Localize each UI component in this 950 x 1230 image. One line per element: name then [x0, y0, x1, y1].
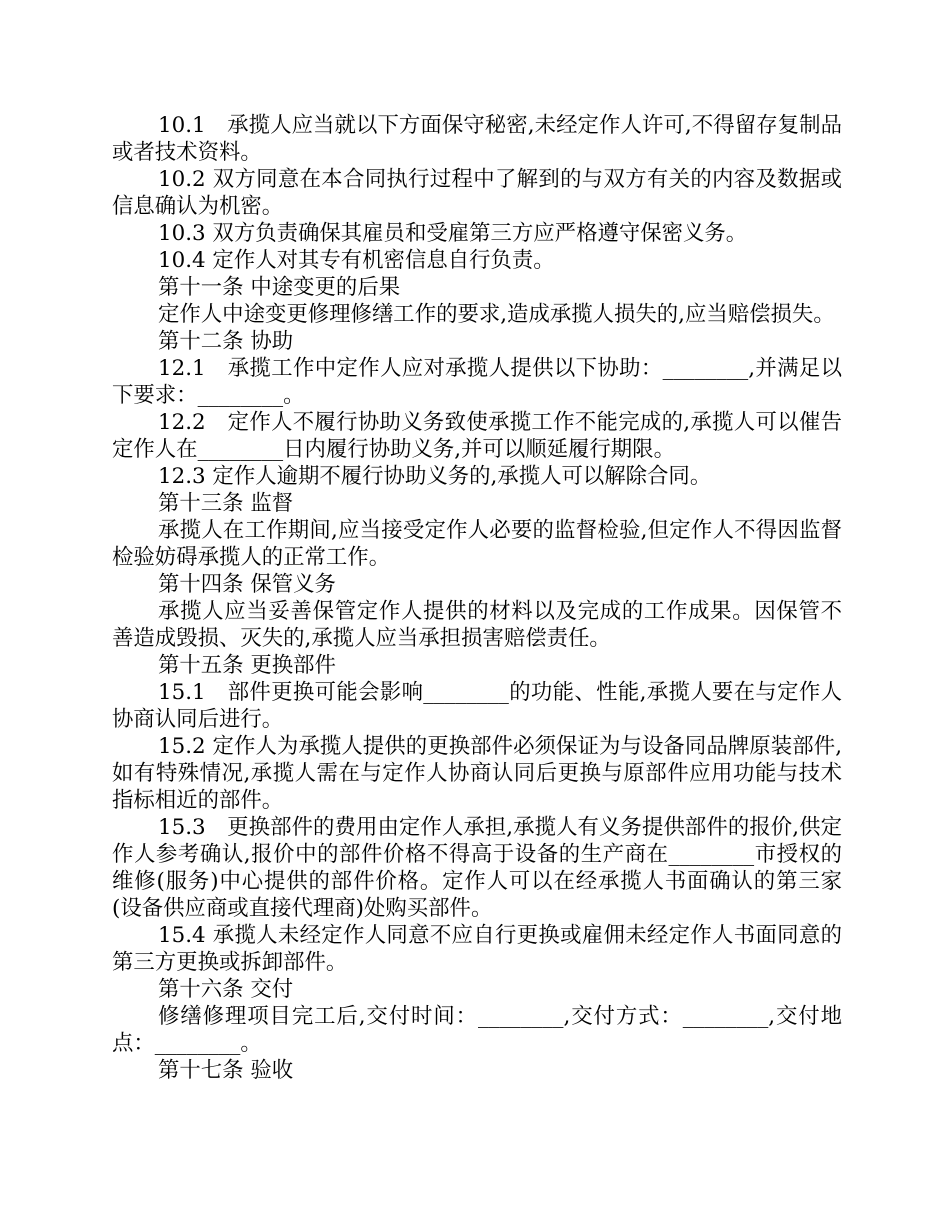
article-16-heading: 第十六条 交付 — [158, 977, 294, 1002]
clause-15-4: 15.4 承揽人未经定作人同意不应自行更换或雇佣未经定作人书面同意的第三方更换或拆卸部件。 — [112, 923, 842, 975]
clause-12-2: 12.2 定作人不履行协助义务致使承揽工作不能完成的,承揽人可以催告定作人在________日内履行协助义务,并可以顺延履行期限。 — [112, 410, 842, 462]
clause-12-3: 12.3 定作人逾期不履行协助义务的,承揽人可以解除合同。 — [158, 464, 712, 489]
clause-15-2: 15.2 定作人为承揽人提供的更换部件必须保证为与设备同品牌原装部件,如有特殊情况,承揽人需在与定作人协商认同后更换与原部件应用功能与技术指标相近的部件。 — [112, 734, 842, 813]
article-15-heading: 第十五条 更换部件 — [158, 653, 336, 678]
clause-10-1: 10.1 承揽人应当就以下方面保守秘密,未经定作人许可,不得留存复制品或者技术资料。 — [112, 113, 842, 165]
clause-10-2: 10.2 双方同意在本合同执行过程中了解到的与双方有关的内容及数据或信息确认为机密。 — [112, 167, 842, 219]
clause-15-1: 15.1 部件更换可能会影响________的功能、性能,承揽人要在与定作人协商认同后进行。 — [112, 680, 842, 732]
article-11-body: 定作人中途变更修理修缮工作的要求,造成承揽人损失的,应当赔偿损失。 — [158, 302, 835, 327]
article-16-body: 修缮修理项目完工后,交付时间：________,交付方式：________,交付地点：________。 — [112, 1004, 842, 1056]
clause-12-1: 12.1 承揽工作中定作人应对承揽人提供以下协助：________,并满足以下要求：________。 — [112, 356, 842, 408]
article-11-heading: 第十一条 中途变更的后果 — [158, 275, 401, 300]
article-14-heading: 第十四条 保管义务 — [158, 572, 336, 597]
clause-10-4: 10.4 定作人对其专有机密信息自行负责。 — [158, 248, 555, 273]
clause-15-3: 15.3 更换部件的费用由定作人承担,承揽人有义务提供部件的报价,供定作人参考确认,报价中的部件价格不得高于设备的生产商在________市授权的维修(服务)中心提供的部件价格。定作人可以在经承揽人书面确认的第三家(设备供应商或直接代理商)处购买部件。 — [112, 815, 842, 921]
article-13-heading: 第十三条 监督 — [158, 491, 294, 516]
clause-10-3: 10.3 双方负责确保其雇员和受雇第三方应严格遵守保密义务。 — [158, 221, 748, 246]
article-14-body: 承揽人应当妥善保管定作人提供的材料以及完成的工作成果。因保管不善造成毁损、灭失的,承揽人应当承担损害赔偿责任。 — [112, 599, 842, 651]
article-12-heading: 第十二条 协助 — [158, 329, 294, 354]
document-page — [112, 112, 842, 1084]
article-13-body: 承揽人在工作期间,应当接受定作人必要的监督检验,但定作人不得因监督检验妨碍承揽人的正常工作。 — [112, 518, 842, 570]
article-17-heading: 第十七条 验收 — [158, 1058, 294, 1083]
